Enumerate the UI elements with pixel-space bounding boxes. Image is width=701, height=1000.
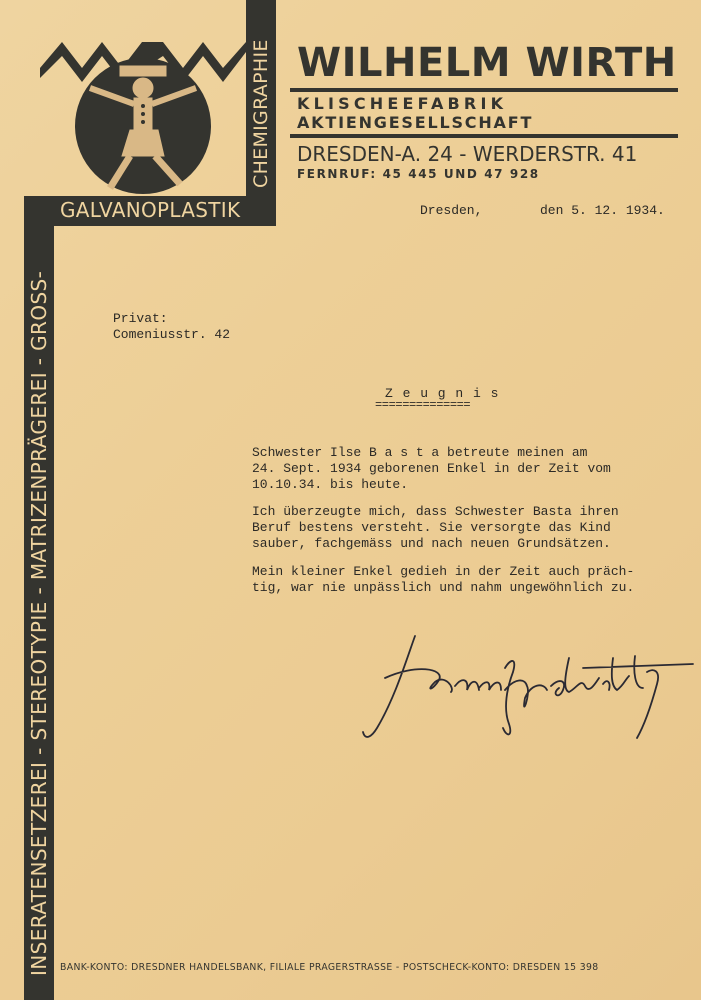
paragraph-line: Beruf bestens versteht. Sie versorgte das Kind: [252, 520, 611, 535]
letterhead-chemigraphie-vertical: CHEMIGRAPHIE: [250, 39, 272, 188]
paragraph-line: sauber, fachgemäss und nach neuen Grundsätzen.: [252, 536, 611, 551]
company-line-klischeefabrik: KLISCHEEFABRIK: [297, 94, 508, 113]
handwritten-signature-icon: [355, 628, 695, 743]
paragraph-line: 10.10.34. bis heute.: [252, 477, 409, 492]
letterhead-services-vertical: INSERATENSETZEREI - STEREOTYPIE - MATRIZENPRÄGEREI - GROSS-: [27, 270, 51, 976]
company-address: DRESDEN-A. 24 - WERDERSTR. 41: [297, 142, 638, 166]
letter-date-city: Dresden,: [420, 203, 483, 218]
company-name: WILHELM WIRTH: [297, 40, 677, 86]
paragraph-line: Mein kleiner Enkel gedieh in der Zeit auch präch-: [252, 564, 635, 579]
company-line-ag: AKTIENGESELLSCHAFT: [297, 113, 534, 132]
letter-date: den 5. 12. 1934.: [540, 203, 665, 218]
company-phone: FERNRUF: 45 445 UND 47 928: [297, 167, 540, 181]
header-rule: [290, 88, 678, 92]
paragraph-line: Schwester Ilse B a s t a betreute meinen am: [252, 445, 588, 460]
dancing-figure-logo-icon: [40, 38, 246, 196]
letter-title: Z e u g n i s: [385, 386, 500, 401]
recipient-line: Comeniusstr. 42: [113, 327, 231, 342]
footer-bank-info: BANK-KONTO: DRESDNER HANDELSBANK, FILIALE PRAGERSTRASSE - POSTSCHECK-KONTO: DRESDEN 15 398: [60, 962, 599, 973]
header-rule: [290, 134, 678, 138]
recipient-line: Privat:: [113, 311, 168, 326]
paragraph-line: 24. Sept. 1934 geborenen Enkel in der Zeit vom: [252, 461, 611, 476]
paragraph-line: Ich überzeugte mich, dass Schwester Basta ihren: [252, 504, 619, 519]
letterhead-galvanoplastik: GALVANOPLASTIK: [60, 198, 241, 222]
paragraph-line: tig, war nie unpässlich und nahm ungewöhnlich zu.: [252, 580, 635, 595]
letter-title-underline: ==============: [375, 398, 471, 412]
